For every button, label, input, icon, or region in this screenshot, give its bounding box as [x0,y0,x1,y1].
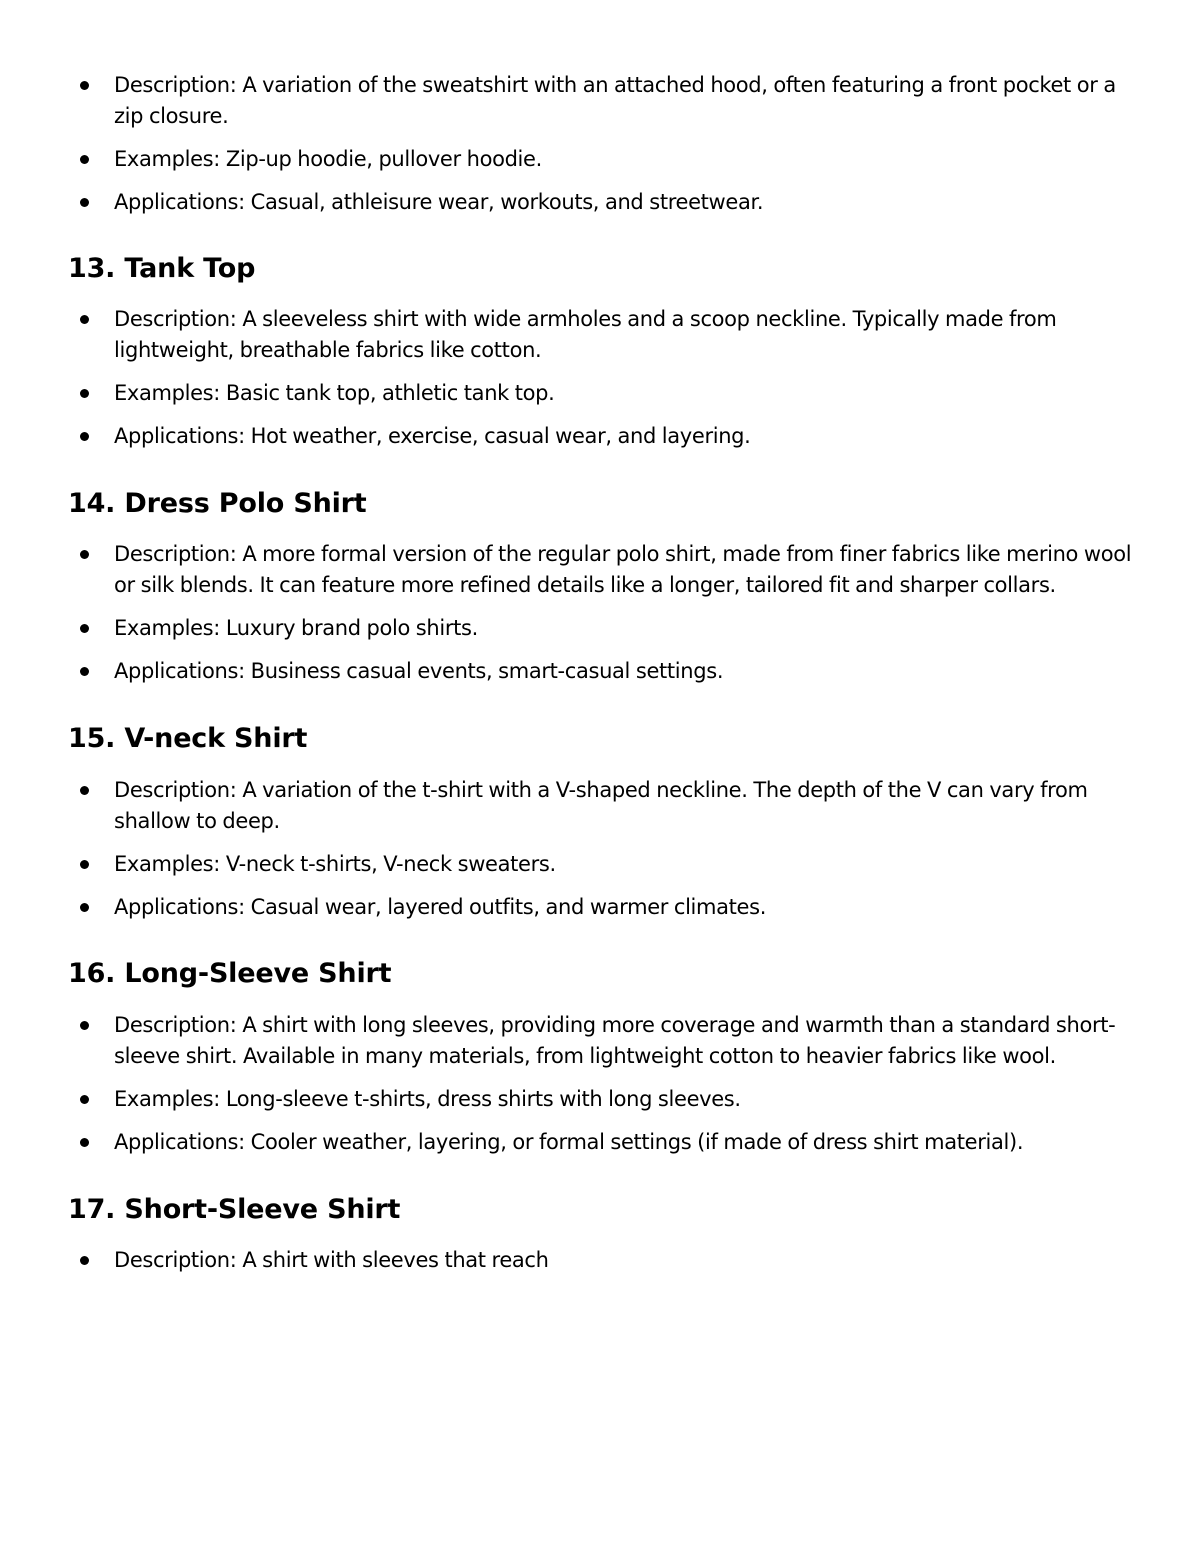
bullet-icon [80,1256,89,1265]
section-heading: 15. V-neck Shirt [68,723,308,754]
item-label: Examples: [114,616,220,640]
list-item [0,1010,1200,1072]
bullet-icon [80,667,89,676]
item-text: A variation of the sweatshirt with an attached hood, often featuring a front pocket or a zip closure. [114,73,1116,128]
list-item [0,656,1200,687]
bullet-icon [80,1138,89,1147]
list-item [0,187,1200,218]
bullet-icon [80,903,89,912]
section-heading: 17. Short-Sleeve Shirt [68,1194,401,1225]
item-text: A more formal version of the regular polo shirt, made from finer fabrics like merino wool or silk blends. It can feature more refined details like a longer, tailored fit and sharper collars. [114,542,1132,597]
bullet-icon [80,1095,89,1104]
item-label: Applications: [114,1130,245,1154]
item-label: Description: [114,1248,237,1272]
list-item [0,613,1200,644]
item-label: Applications: [114,424,245,448]
item-label: Description: [114,778,237,802]
item-text: Cooler weather, layering, or formal settings (if made of dress shirt material). [250,1130,1024,1154]
bullet-icon [80,315,89,324]
bullet-icon [80,860,89,869]
list-item [0,849,1200,880]
bullet-icon [80,432,89,441]
bullet-icon [80,550,89,559]
list-item [0,1084,1200,1115]
section-list [0,304,1200,464]
bullet-icon [80,624,89,633]
item-text: V-neck t-shirts, V-neck sweaters. [225,852,556,876]
section-heading: 16. Long-Sleeve Shirt [68,958,392,989]
item-label: Description: [114,73,237,97]
item-label: Examples: [114,1087,220,1111]
item-text: Casual, athleisure wear, workouts, and streetwear. [250,190,764,214]
item-label: Examples: [114,852,220,876]
item-text: Long-sleeve t-shirts, dress shirts with long sleeves. [225,1087,741,1111]
bullet-icon [80,81,89,90]
list-item [0,892,1200,923]
item-text: Hot weather, exercise, casual wear, and layering. [250,424,751,448]
item-label: Applications: [114,659,245,683]
bullet-icon [80,155,89,164]
item-text: A shirt with long sleeves, providing more coverage and warmth than a standard short-sleeve shirt. Available in many materials, from lightweight cotton to heavier fabrics like wool. [114,1013,1116,1068]
list-item [0,304,1200,366]
section-list [0,775,1200,935]
item-label: Description: [114,1013,237,1037]
bullet-icon [80,1021,89,1030]
list-item [0,144,1200,175]
list-item [0,539,1200,601]
section-heading: 13. Tank Top [68,253,256,284]
section-list [0,539,1200,699]
item-text: A sleeveless shirt with wide armholes and a scoop neckline. Typically made from lightweight, breathable fabrics like cotton. [114,307,1057,362]
section-list [0,1010,1200,1170]
intro-list [0,70,1200,230]
item-text: Zip-up hoodie, pullover hoodie. [225,147,542,171]
bullet-icon [80,389,89,398]
section-list [0,1245,1200,1288]
item-text: A shirt with sleeves that reach [242,1248,549,1272]
list-item [0,378,1200,409]
list-item [0,1245,1200,1276]
item-text: A variation of the t-shirt with a V-shaped neckline. The depth of the V can vary from shallow to deep. [114,778,1088,833]
item-label: Examples: [114,381,220,405]
item-text: Luxury brand polo shirts. [225,616,478,640]
list-item [0,70,1200,132]
list-item [0,1127,1200,1158]
list-item [0,775,1200,837]
bullet-icon [80,786,89,795]
item-text: Casual wear, layered outfits, and warmer climates. [250,895,767,919]
list-item [0,421,1200,452]
item-label: Applications: [114,895,245,919]
item-text: Business casual events, smart-casual settings. [250,659,724,683]
item-label: Applications: [114,190,245,214]
item-text: Basic tank top, athletic tank top. [225,381,555,405]
section-heading: 14. Dress Polo Shirt [68,488,367,519]
item-label: Examples: [114,147,220,171]
item-label: Description: [114,542,237,566]
item-label: Description: [114,307,237,331]
bullet-icon [80,198,89,207]
